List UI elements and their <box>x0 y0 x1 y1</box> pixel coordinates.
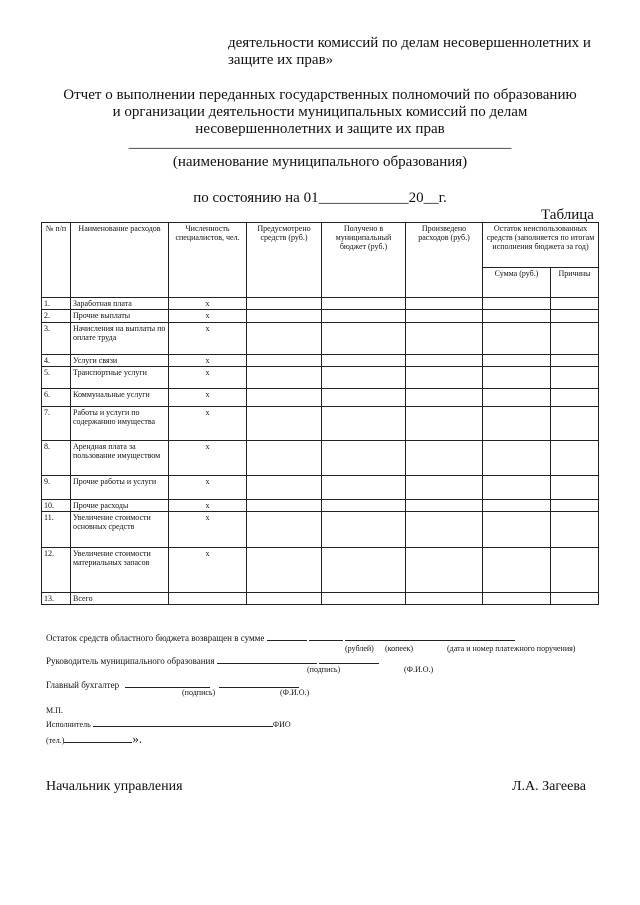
row-num-cell: 6. <box>42 389 71 407</box>
row-sum-cell <box>483 476 551 500</box>
row-name-cell: Прочие расходы <box>71 500 169 512</box>
row-spent-cell <box>406 593 483 605</box>
executor-field <box>93 717 273 727</box>
table-row <box>42 441 599 476</box>
row-spent-cell <box>406 548 483 593</box>
header-spent: Произведено расходов (руб.) <box>406 223 483 298</box>
row-num-cell: 9. <box>42 476 71 500</box>
row-spent-cell <box>406 476 483 500</box>
row-num-cell: 8. <box>42 441 71 476</box>
row-sum-cell <box>483 407 551 441</box>
row-name-cell: Увеличение стоимости основных средств <box>71 512 169 548</box>
accountant-text: Главный бухгалтер <box>46 680 120 690</box>
payment-field <box>345 631 515 641</box>
row-num-cell: 5. <box>42 367 71 389</box>
header-sum: Сумма (руб.) <box>483 268 551 298</box>
row-received-cell <box>322 593 406 605</box>
row-name-cell: Арендная плата за пользование имуществом <box>71 441 169 476</box>
row-staff-cell: х <box>169 500 247 512</box>
header-num: № п/п <box>42 223 71 298</box>
row-planned-cell <box>247 310 322 323</box>
row-reasons-cell <box>551 355 599 367</box>
row-spent-cell <box>406 389 483 407</box>
phone-line <box>46 733 142 745</box>
row-spent-cell <box>406 367 483 389</box>
row-reasons-cell <box>551 367 599 389</box>
row-received-cell <box>322 355 406 367</box>
table-row <box>42 298 599 310</box>
row-sum-cell <box>483 512 551 548</box>
row-num-cell: 10. <box>42 500 71 512</box>
header-remainder: Остаток неиспользованных средств (заполняется по итогам исполнения бюджета за год) <box>483 223 599 268</box>
table-row <box>42 407 599 441</box>
row-sum-cell <box>483 298 551 310</box>
row-staff-cell: х <box>169 367 247 389</box>
table-row <box>42 476 599 500</box>
head-signature-field <box>217 654 317 664</box>
row-name-cell: Заработная плата <box>71 298 169 310</box>
rubles-caption: (рублей) <box>345 644 374 653</box>
head-signature-caption: (подпись) <box>307 665 341 674</box>
row-reasons-cell <box>551 476 599 500</box>
row-planned-cell <box>247 441 322 476</box>
row-sum-cell <box>483 323 551 355</box>
row-sum-cell <box>483 389 551 407</box>
return-text: Остаток средств областного бюджета возвращен в сумме <box>46 633 265 643</box>
row-spent-cell <box>406 298 483 310</box>
row-received-cell <box>322 298 406 310</box>
row-staff-cell: х <box>169 548 247 593</box>
return-line <box>46 631 515 643</box>
accountant-fio-field <box>219 678 299 688</box>
row-received-cell <box>322 310 406 323</box>
row-planned-cell <box>247 355 322 367</box>
report-title-line-2: и организации деятельности муниципальных комиссий по делам <box>112 104 528 120</box>
header-name: Наименование расходов <box>71 223 169 298</box>
row-sum-cell <box>483 548 551 593</box>
table-row <box>42 355 599 367</box>
row-staff-cell: х <box>169 512 247 548</box>
row-name-cell: Работы и услуги по содержанию имущества <box>71 407 169 441</box>
row-num-cell: 4. <box>42 355 71 367</box>
phone-text: (тел.) <box>46 736 65 745</box>
phone-end: ». <box>132 731 143 746</box>
row-received-cell <box>322 367 406 389</box>
table-row <box>42 323 599 355</box>
row-planned-cell <box>247 407 322 441</box>
stamp-mark: М.П. <box>46 706 63 715</box>
row-staff-cell: х <box>169 407 247 441</box>
accountant-line <box>46 678 299 690</box>
table-label: Таблица <box>541 207 594 223</box>
row-staff-cell: х <box>169 323 247 355</box>
row-planned-cell <box>247 298 322 310</box>
row-planned-cell <box>247 323 322 355</box>
executor-line <box>46 717 291 729</box>
row-staff-cell: х <box>169 441 247 476</box>
row-num-cell: 12. <box>42 548 71 593</box>
row-name-cell: Увеличение стоимости материальных запасов <box>71 548 169 593</box>
row-reasons-cell <box>551 500 599 512</box>
row-received-cell <box>322 323 406 355</box>
row-staff-cell: х <box>169 310 247 323</box>
row-planned-cell <box>247 476 322 500</box>
row-reasons-cell <box>551 310 599 323</box>
row-spent-cell <box>406 500 483 512</box>
payment-caption: (дата и номер платежного поручения) <box>447 644 576 653</box>
row-reasons-cell <box>551 593 599 605</box>
row-num-cell: 1. <box>42 298 71 310</box>
report-table <box>41 222 599 605</box>
intro-line-1: деятельности комиссий по делам несовершеннолетних и <box>228 35 591 51</box>
row-staff-cell: х <box>169 355 247 367</box>
chief-name: Л.А. Загеева <box>512 779 586 794</box>
table-row <box>42 548 599 593</box>
row-received-cell <box>322 389 406 407</box>
header-received: Получено в муниципальный бюджет (руб.) <box>322 223 406 298</box>
row-reasons-cell <box>551 512 599 548</box>
table-row <box>42 500 599 512</box>
row-num-cell: 7. <box>42 407 71 441</box>
row-sum-cell <box>483 367 551 389</box>
row-num-cell: 11. <box>42 512 71 548</box>
header-planned: Предусмотрено средств (руб.) <box>247 223 322 298</box>
table-row <box>42 593 599 605</box>
header-staff: Численность специалистов, чел. <box>169 223 247 298</box>
report-title-line-3: несовершеннолетних и защите их прав <box>195 121 445 137</box>
row-reasons-cell <box>551 441 599 476</box>
report-date-line: по состоянию на 01____________20__г. <box>193 190 447 206</box>
row-name-cell: Услуги связи <box>71 355 169 367</box>
row-name-cell: Коммунальные услуги <box>71 389 169 407</box>
row-staff-cell: х <box>169 298 247 310</box>
row-staff-cell: х <box>169 476 247 500</box>
row-received-cell <box>322 476 406 500</box>
executor-text: Исполнитель <box>46 720 91 729</box>
row-planned-cell <box>247 500 322 512</box>
row-reasons-cell <box>551 323 599 355</box>
accountant-signature-field <box>125 678 210 688</box>
row-sum-cell <box>483 355 551 367</box>
row-reasons-cell <box>551 389 599 407</box>
table-row <box>42 367 599 389</box>
row-name-cell: Начисления на выплаты по оплате труда <box>71 323 169 355</box>
table-row <box>42 389 599 407</box>
accountant-signature-caption: (подпись) <box>182 688 216 697</box>
municipality-caption: (наименование муниципального образования) <box>172 154 468 170</box>
row-spent-cell <box>406 310 483 323</box>
report-title-line-1: Отчет о выполнении переданных государственных полномочий по образованию <box>63 87 577 103</box>
row-received-cell <box>322 500 406 512</box>
row-name-cell: Всего <box>71 593 169 605</box>
head-text: Руководитель муниципального образования <box>46 656 215 666</box>
head-fio-field <box>319 654 379 664</box>
row-planned-cell <box>247 548 322 593</box>
row-planned-cell <box>247 593 322 605</box>
head-fio-caption: (Ф.И.О.) <box>404 665 434 674</box>
phone-field <box>64 733 132 743</box>
row-name-cell: Прочие выплаты <box>71 310 169 323</box>
table-row <box>42 310 599 323</box>
row-sum-cell <box>483 593 551 605</box>
intro-line-2: защите их прав» <box>228 52 334 68</box>
row-spent-cell <box>406 407 483 441</box>
row-sum-cell <box>483 441 551 476</box>
kopecks-field <box>309 631 343 641</box>
kopecks-caption: (копеек) <box>385 644 414 653</box>
row-planned-cell <box>247 512 322 548</box>
row-name-cell: Прочие работы и услуги <box>71 476 169 500</box>
row-reasons-cell <box>551 298 599 310</box>
row-sum-cell <box>483 310 551 323</box>
executor-fio: ФИО <box>272 720 291 729</box>
municipality-blank-line: ___________________________________________________ <box>128 135 512 151</box>
row-received-cell <box>322 512 406 548</box>
row-name-cell: Транспортные услуги <box>71 367 169 389</box>
row-received-cell <box>322 548 406 593</box>
row-num-cell: 2. <box>42 310 71 323</box>
row-sum-cell <box>483 500 551 512</box>
row-spent-cell <box>406 512 483 548</box>
row-received-cell <box>322 441 406 476</box>
row-reasons-cell <box>551 548 599 593</box>
row-received-cell <box>322 407 406 441</box>
header-reasons: Причины <box>551 268 599 298</box>
row-num-cell: 13. <box>42 593 71 605</box>
row-staff-cell <box>169 593 247 605</box>
row-spent-cell <box>406 355 483 367</box>
row-planned-cell <box>247 367 322 389</box>
chief-title: Начальник управления <box>46 779 183 794</box>
row-planned-cell <box>247 389 322 407</box>
row-num-cell: 3. <box>42 323 71 355</box>
row-spent-cell <box>406 441 483 476</box>
table-row <box>42 512 599 548</box>
rubles-field <box>267 631 307 641</box>
accountant-fio-caption: (Ф.И.О.) <box>280 688 310 697</box>
row-staff-cell: х <box>169 389 247 407</box>
row-reasons-cell <box>551 407 599 441</box>
row-spent-cell <box>406 323 483 355</box>
